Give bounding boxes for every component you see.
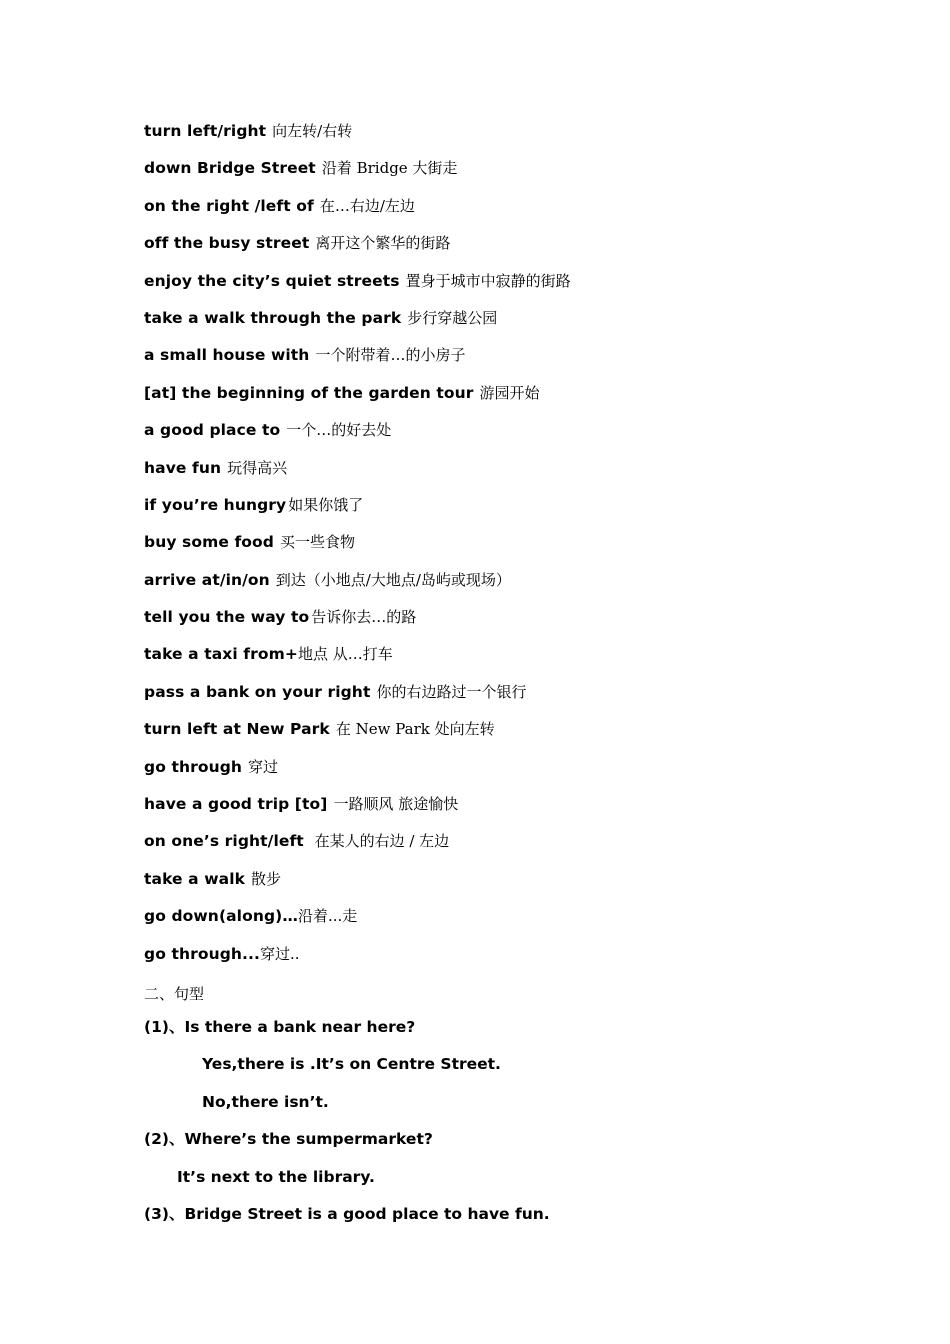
phrase-zh: 玩得高兴 — [227, 458, 288, 477]
phrase-en: arrive at/in/on — [144, 570, 270, 589]
phrase-zh: 沿着 Bridge 大街走 — [321, 159, 458, 178]
phrase-zh: 在 New Park 处向左转 — [335, 720, 495, 739]
phrase-zh: 在某人的右边 / 左边 — [309, 832, 450, 851]
phrase-en: buy some food — [144, 533, 274, 552]
phrase-item — [144, 715, 904, 752]
phrase-item — [144, 454, 904, 491]
phrase-zh: 一路顺风 旅途愉快 — [333, 795, 459, 814]
phrase-zh: 散步 — [251, 869, 282, 888]
phrase-zh: 穿过.. — [260, 944, 300, 963]
phrase-item — [144, 902, 904, 939]
phrase-item — [144, 267, 904, 304]
phrase-zh: 地点 从…打车 — [297, 645, 393, 664]
phrase-item — [144, 192, 904, 229]
phrase-item — [144, 154, 904, 191]
phrase-item — [144, 491, 904, 528]
phrase-zh: 一个附带着…的小房子 — [315, 346, 466, 365]
phrase-zh: 穿过 — [248, 757, 279, 776]
phrase-item — [144, 117, 904, 154]
phrase-en: down Bridge Street — [144, 159, 316, 178]
phrase-item — [144, 229, 904, 266]
sentence-item: Yes,there is .It’s on Centre Street. — [202, 1055, 501, 1074]
phrase-item — [144, 790, 904, 827]
phrase-zh: 到达（小地点/大地点/岛屿或现场） — [275, 570, 511, 589]
sentence-list — [144, 1013, 904, 1237]
phrase-item — [144, 416, 904, 453]
document-page — [144, 117, 904, 1237]
phrase-zh: 游园开始 — [479, 383, 540, 402]
phrase-item — [144, 341, 904, 378]
phrase-zh: 你的右边路过一个银行 — [376, 682, 527, 701]
phrase-en: take a walk through the park — [144, 308, 402, 327]
sentence-item: (3)、Bridge Street is a good place to have fun. — [144, 1204, 550, 1223]
phrase-en: on the right /left of — [144, 196, 314, 215]
phrase-item — [144, 528, 904, 565]
phrase-zh: 步行穿越公园 — [407, 308, 498, 327]
phrase-item — [144, 940, 904, 977]
phrase-zh: 置身于城市中寂静的街路 — [405, 271, 571, 290]
phrase-en: off the busy street — [144, 234, 310, 253]
phrase-zh: 离开这个繁华的街路 — [315, 234, 451, 253]
phrase-list — [144, 117, 904, 977]
phrase-en: turn left at New Park — [144, 720, 330, 739]
phrase-zh: 如果你饿了 — [288, 495, 364, 514]
phrase-en: go through — [144, 757, 243, 776]
phrase-item — [144, 640, 904, 677]
phrase-en: have fun — [144, 458, 222, 477]
phrase-en: have a good trip [to] — [144, 795, 328, 814]
phrase-item — [144, 753, 904, 790]
phrase-en: take a walk — [144, 869, 246, 888]
phrase-en: enjoy the city’s quiet streets — [144, 271, 400, 290]
sentence-item: (2)、Where’s the sumpermarket? — [144, 1130, 433, 1149]
phrase-en: go down(along)… — [144, 907, 298, 926]
phrase-item — [144, 379, 904, 416]
section-heading: 二、句型 — [144, 984, 205, 1003]
phrase-en: a small house with — [144, 346, 310, 365]
phrase-item — [144, 304, 904, 341]
phrase-zh: 沿着...走 — [297, 907, 358, 926]
phrase-en: [at] the beginning of the garden tour — [144, 383, 474, 402]
phrase-en: if you’re hungry — [144, 495, 287, 514]
phrase-zh: 一个…的好去处 — [286, 421, 392, 440]
phrase-item — [144, 566, 904, 603]
sentence-item: No,there isn’t. — [202, 1092, 329, 1111]
phrase-en: take a taxi from+ — [144, 645, 298, 664]
phrase-zh: 买一些食物 — [280, 533, 356, 552]
phrase-item — [144, 827, 904, 864]
phrase-item — [144, 678, 904, 715]
phrase-zh: 在…右边/左边 — [319, 196, 415, 215]
phrase-en: a good place to — [144, 421, 281, 440]
phrase-en: turn left/right — [144, 122, 267, 140]
phrase-en: tell you the way to — [144, 608, 310, 627]
phrase-item — [144, 865, 904, 902]
phrase-zh: 向左转/右转 — [272, 122, 353, 140]
phrase-en: go through... — [144, 944, 261, 963]
sentence-item: (1)、Is there a bank near here? — [144, 1017, 416, 1036]
phrase-en: on one’s right/left — [144, 832, 304, 851]
phrase-en: pass a bank on your right — [144, 682, 371, 701]
sentence-item: It’s next to the library. — [177, 1167, 375, 1186]
phrase-zh: 告诉你去…的路 — [311, 608, 417, 627]
phrase-item — [144, 603, 904, 640]
